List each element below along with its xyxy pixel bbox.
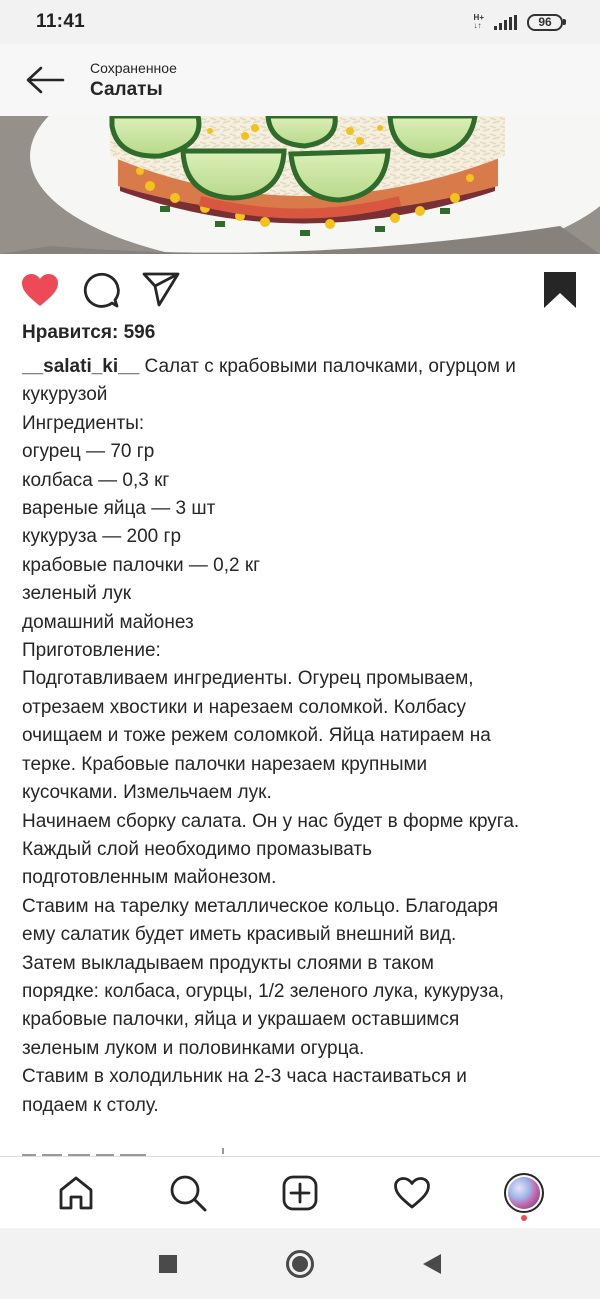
caption-line: зеленый лук	[22, 583, 132, 605]
caption-line: отрезаем хвостики и нарезаем соломкой. Колбасу	[22, 696, 466, 718]
caption-first-line	[22, 353, 582, 381]
caption-line: подаем к столу.	[22, 1094, 159, 1116]
arrow-left-icon	[25, 65, 65, 95]
page-title: Салаты	[90, 78, 163, 100]
nav-new-post[interactable]	[270, 1163, 330, 1223]
battery-level: 96	[527, 14, 563, 31]
back-system-button[interactable]	[412, 1244, 452, 1284]
caption-line: зеленым луком и половинками огурца.	[22, 1037, 365, 1059]
caption-line: домашний майонез	[22, 611, 194, 633]
network-type-label: H+	[473, 13, 484, 22]
caption-line: кукуруза — 200 гр	[22, 526, 182, 548]
caption-line: колбаса — 0,3 кг	[22, 469, 170, 491]
signal-icon	[494, 15, 517, 30]
square-icon	[158, 1254, 178, 1274]
post-actions	[0, 262, 600, 318]
search-icon	[169, 1174, 207, 1212]
share-button[interactable]	[141, 270, 181, 310]
bottom-navigation	[0, 1156, 600, 1228]
nav-profile[interactable]	[494, 1163, 554, 1223]
header-titles	[90, 60, 177, 101]
comment-button[interactable]	[81, 270, 121, 310]
caption-line: Ставим на тарелку металлическое кольцо. Благодаря	[22, 895, 499, 917]
avatar	[504, 1173, 544, 1213]
caption-line: порядке: колбаса, огурцы, 1/2 зеленого лука, кукуруза,	[22, 980, 504, 1002]
caption-line: ему салатик будет иметь красивый внешний вид.	[22, 924, 457, 946]
post-photo[interactable]	[0, 116, 600, 254]
caption-line: огурец — 70 гр	[22, 441, 155, 463]
post-caption	[22, 353, 582, 1120]
status-bar	[0, 0, 600, 44]
recents-button[interactable]	[148, 1244, 188, 1284]
caption-line: кусочками. Измельчаем лук.	[22, 782, 272, 804]
caption-username[interactable]: __salati_ki__	[22, 356, 140, 377]
caption-line: Приготовление:	[22, 640, 161, 662]
caption-line: Подготавливаем ингредиенты. Огурец промываем,	[22, 668, 474, 690]
system-navigation	[0, 1228, 600, 1299]
caption-line: Затем выкладываем продукты слоями в таком	[22, 952, 434, 974]
caption-line: подготовленным майонезом.	[22, 867, 277, 889]
save-button[interactable]	[540, 270, 580, 310]
caption-line: вареные яйца — 3 шт	[22, 498, 216, 520]
comment-icon	[82, 271, 120, 309]
app-header	[0, 44, 600, 116]
network-arrows: ↓↑	[473, 21, 482, 30]
circle-icon	[285, 1249, 315, 1279]
caption-line: кукурузой	[22, 384, 108, 406]
home-icon	[58, 1175, 94, 1211]
caption-line: Начинаем сборку салата. Он у нас будет в форме круга.	[22, 810, 520, 832]
header-subtitle: Сохраненное	[90, 59, 177, 76]
bookmark-icon	[543, 271, 577, 309]
like-count[interactable]: Нравится: 596	[22, 322, 156, 343]
nav-home[interactable]	[46, 1163, 106, 1223]
caption-line: крабовые палочки, яйца и украшаем оставшимся	[22, 1009, 460, 1031]
heart-icon	[21, 273, 59, 307]
caption-line: Ингредиенты:	[22, 412, 145, 434]
add-post-icon	[282, 1175, 318, 1211]
caption-line: крабовые палочки — 0,2 кг	[22, 554, 261, 576]
triangle-back-icon	[421, 1253, 443, 1275]
caption-line: очищаем и тоже режем соломкой. Яйца натираем на	[22, 725, 491, 747]
caption-line: Каждый слой необходимо промазывать	[22, 838, 372, 860]
battery-icon	[527, 14, 566, 31]
caption-text-start: Салат с крабовыми палочками, огурцом и	[139, 356, 516, 377]
home-system-button[interactable]	[280, 1244, 320, 1284]
notification-dot	[521, 1215, 527, 1221]
nav-activity[interactable]	[382, 1163, 442, 1223]
truncated-text	[22, 1148, 582, 1156]
status-indicators	[474, 14, 566, 31]
caption-line: терке. Крабовые палочки нарезаем крупными	[22, 753, 428, 775]
like-button[interactable]	[20, 270, 60, 310]
status-time: 11:41	[36, 11, 86, 32]
nav-search[interactable]	[158, 1163, 218, 1223]
send-icon	[142, 272, 180, 308]
caption-line: Ставим в холодильник на 2-3 часа настаиваться и	[22, 1066, 467, 1088]
network-type	[474, 14, 484, 30]
back-button[interactable]	[0, 44, 90, 116]
heart-outline-icon	[393, 1176, 431, 1210]
salad-image	[0, 116, 600, 254]
